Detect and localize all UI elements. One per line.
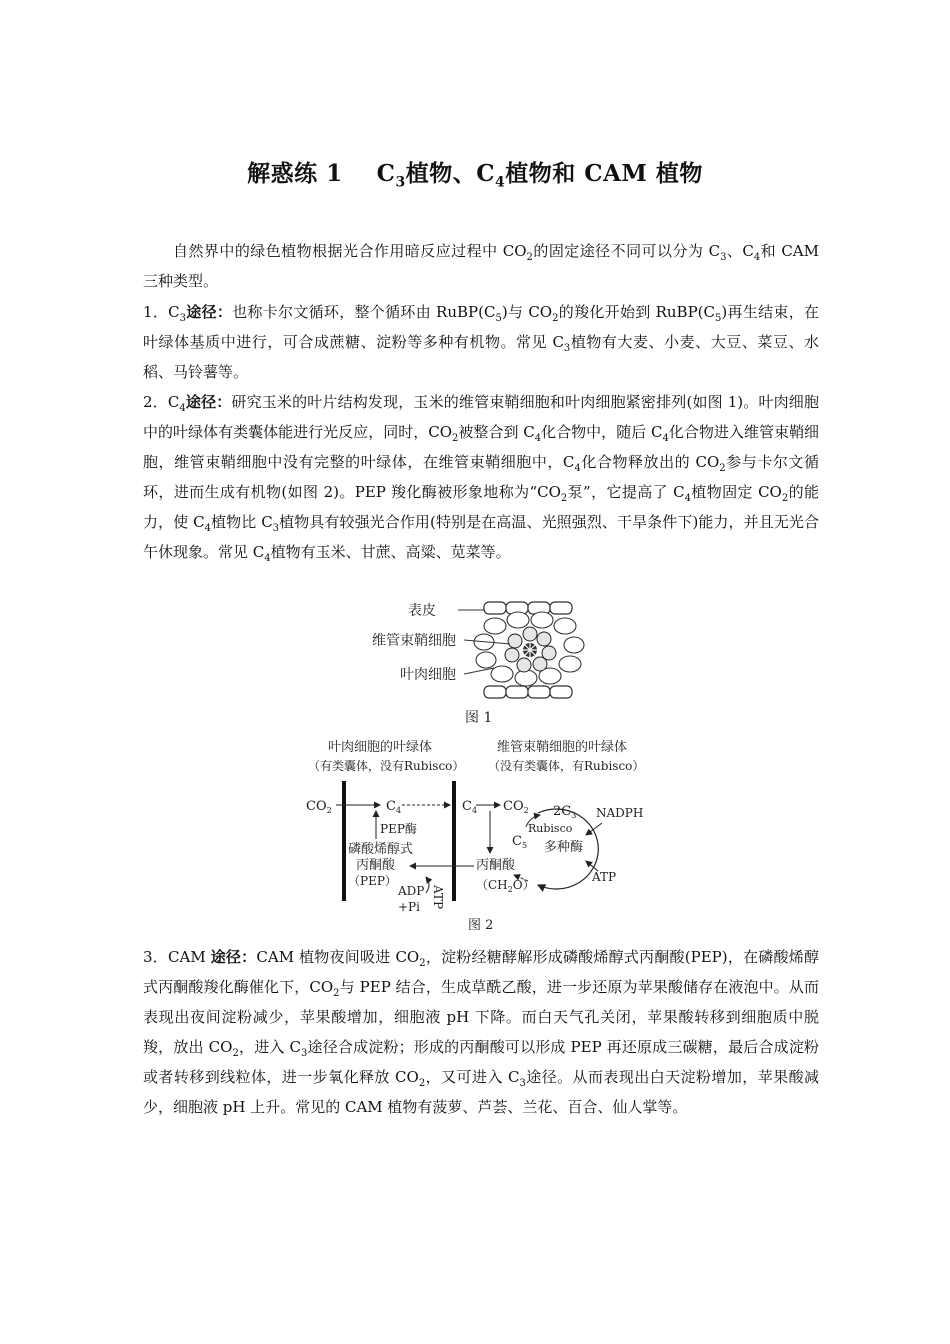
pep-enzyme-label: PEP酶 xyxy=(380,822,417,836)
label-epidermis: 表皮 xyxy=(408,603,436,619)
c4-left: $C_4$ xyxy=(386,799,402,815)
c4-pathway-paragraph: 2．$C_4$途径：研究玉米的叶片结构发现，玉米的维管束鞘细胞和叶肉细胞紧密排列(如图 1)。叶肉细胞中的叶绿体有类囊体能进行光反应，同时，$CO_2$被整合到 $C_4$化合物中，随后 $C_4$化合物进入维管束鞘细胞，维管束鞘细胞中没有完整的叶绿体，在维管束鞘细胞中，$C_4$化合物释放出的 $CO_2$参与卡尔文循环，进而生成有机物(如图 2)。PEP 羧化酶被形象地称为“$CO_2$泵”，它提高了 $C_4$植物固定 $CO_2$的能力，使 $C_4$植物比 $C_3$植物具有较强光合作用(特别是在高温、光照强烈、干旱条件下)能力，并且无光合午休现象。常见 $C_4$植物有玉米、甘蔗、高粱、苋菜等。 xyxy=(143,393,819,564)
atp-label: ATP xyxy=(592,870,617,884)
intro-paragraph: 自然界中的绿色植物根据光合作用暗反应过程中 $CO_2$的固定途径不同可以分为 $C_3$、$C_4$和 CAM 三种类型。 xyxy=(143,242,820,290)
c3-pathway-paragraph: 1．$C_3$途径：也称卡尔文循环，整个循环由 $RuBP(C_5)$与 $CO_2$的羧化开始到 $RuBP(C_5)$再生结束，在叶绿体基质中进行，可合成蔗糖、淀粉等多种有机物。常见 $C_3$植物有大麦、小麦、大豆、菜豆、水稻、马铃薯等。 xyxy=(143,303,819,381)
figure-2-c4-pathway xyxy=(300,735,660,935)
multi-enzyme-label: 多种酶 xyxy=(544,840,584,855)
adp-label: ADP xyxy=(398,884,425,898)
page-title: 解惑练 1 $C_3$植物、$C_4$植物和 CAM 植物 xyxy=(247,160,703,191)
c4-right: $C_4$ xyxy=(462,799,478,815)
c3-label: $2C_3$ xyxy=(553,804,577,820)
pep-name-line1: 磷酸烯醇式 xyxy=(348,842,414,857)
right-chloroplast-sub: （没有类囊体，有Rubisco） xyxy=(488,759,645,773)
figure-2-caption: 图 2 xyxy=(468,918,494,933)
co2-right: $CO_2$ xyxy=(503,799,529,815)
ch2o-label: $(CH_2O)$ xyxy=(476,878,535,894)
label-bundle-sheath: 维管束鞘细胞 xyxy=(372,633,456,649)
vascular-bundle xyxy=(523,643,537,657)
pep-abbr: （PEP） xyxy=(348,874,397,888)
left-chloroplast-title: 叶肉细胞的叶绿体 xyxy=(328,740,433,755)
pi-label: +Pi xyxy=(398,900,420,914)
co2-left: $CO_2$ xyxy=(306,799,332,815)
c5-label: $C_5$ xyxy=(512,834,528,850)
left-chloroplast-sub: （有类囊体，没有Rubisco） xyxy=(308,759,465,773)
atp-vertical-label: ATP xyxy=(431,885,445,910)
cam-pathway-paragraph: 3．CAM 途径：CAM 植物夜间吸进 $CO_2$，淀粉经糖酵解形成磷酸烯醇式丙酮酸(PEP)，在磷酸烯醇式丙酮酸羧化酶催化下，$CO_2$与 PEP 结合，生成草酰乙酸，进一步还原为苹果酸储存在液泡中。从而表现出夜间淀粉减少，苹果酸增加，细胞液 pH 下降。而白天气孔关闭，苹果酸转移到细胞质中脱羧，放出 $CO_2$，进入 $C_3$途径合成淀粉；形成的丙酮酸可以形成 PEP 再还原成三碳糖，最后合成淀粉或者转移到线粒体，进一步氧化释放 $CO_2$，又可进入 $C_3$途径。从而表现出白天淀粉增加，苹果酸减少，细胞液 pH 上升。常见的 CAM 植物有菠萝、芦荟、兰花、百合、仙人掌等。 xyxy=(143,948,820,1116)
label-mesophyll: 叶肉细胞 xyxy=(400,667,456,683)
right-chloroplast-title: 维管束鞘细胞的叶绿体 xyxy=(497,740,628,755)
nadph-label: NADPH xyxy=(596,806,644,820)
rubisco-label: Rubisco xyxy=(528,822,573,835)
pyruvate-label: 丙酮酸 xyxy=(476,858,516,873)
figure-1-leaf-cross-section xyxy=(360,598,600,730)
pep-name-line2: 丙酮酸 xyxy=(356,858,396,873)
figure-1-caption: 图 1 xyxy=(465,710,493,726)
